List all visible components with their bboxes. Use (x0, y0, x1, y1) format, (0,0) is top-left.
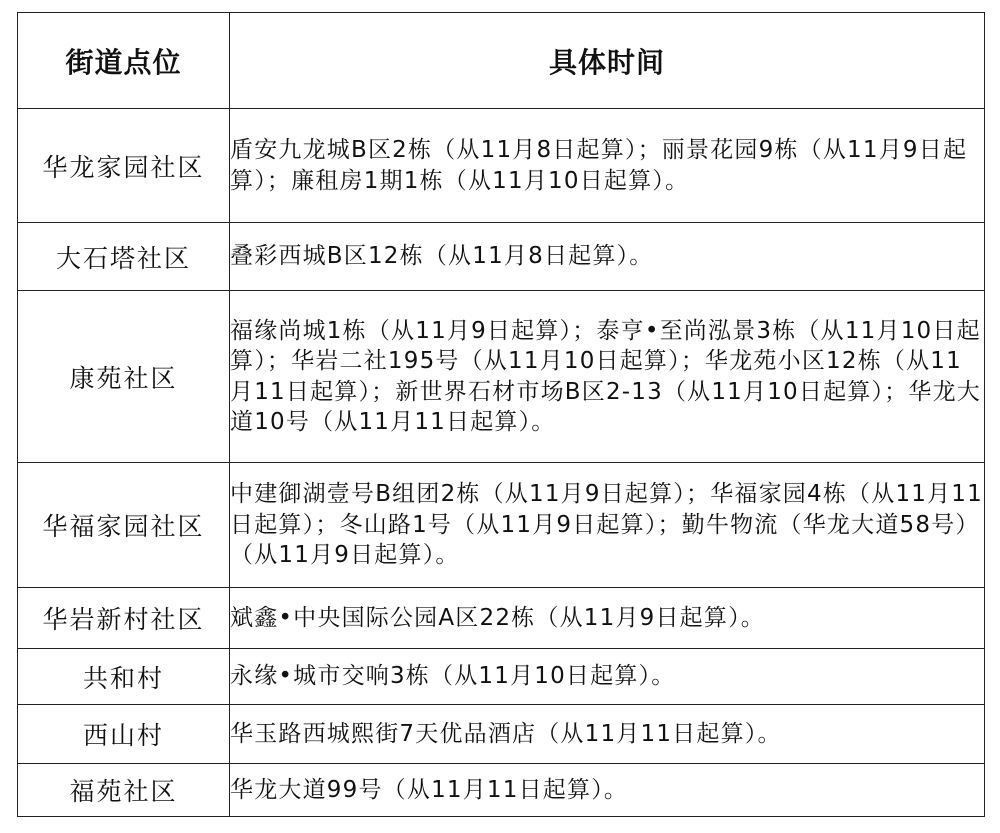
table-row (18, 705, 985, 764)
detail-cell: 中建御湖壹号B组团2栋（从11月9日起算）；华福家园4栋（从11月11日起算）；冬山路1号（从11月9日起算）；勤牛物流（华龙大道58号）（从11月9日起算）。 (230, 463, 985, 588)
table-row (18, 463, 985, 588)
area-cell: 华龙家园社区 (18, 109, 230, 223)
detail-cell: 斌鑫•中央国际公园A区22栋（从11月9日起算）。 (230, 588, 985, 649)
detail-cell: 福缘尚城1栋（从11月9日起算）；泰亨•至尚泓景3栋（从11月10日起算）；华岩二社195号（从11月10日起算）；华龙苑小区12栋（从11月11日起算）；新世界石材市场B区2-13（从11月10日起算）；华龙大道10号（从11月11日起算）。 (230, 291, 985, 463)
area-cell: 康苑社区 (18, 291, 230, 463)
table-row (18, 649, 985, 705)
area-cell: 华福家园社区 (18, 463, 230, 588)
detail-cell: 盾安九龙城B区2栋（从11月8日起算）；丽景花园9栋（从11月9日起算）；廉租房1期1栋（从11月10日起算）。 (230, 109, 985, 223)
detail-cell: 永缘•城市交响3栋（从11月10日起算）。 (230, 649, 985, 705)
table-row (18, 109, 985, 223)
location-table (17, 12, 985, 817)
area-cell: 大石塔社区 (18, 223, 230, 291)
table-row (18, 291, 985, 463)
area-cell: 华岩新村社区 (18, 588, 230, 649)
detail-cell: 叠彩西城B区12栋（从11月8日起算）。 (230, 223, 985, 291)
area-cell: 共和村 (18, 649, 230, 705)
detail-cell: 华玉路西城熙街7天优品酒店（从11月11日起算）。 (230, 705, 985, 764)
area-cell: 西山村 (18, 705, 230, 764)
header-row (18, 13, 985, 109)
header-area: 街道点位 (18, 13, 230, 109)
table-row (18, 588, 985, 649)
table-row (18, 764, 985, 817)
table-row (18, 223, 985, 291)
detail-cell: 华龙大道99号（从11月11日起算）。 (230, 764, 985, 817)
area-cell: 福苑社区 (18, 764, 230, 817)
header-time: 具体时间 (230, 13, 985, 109)
